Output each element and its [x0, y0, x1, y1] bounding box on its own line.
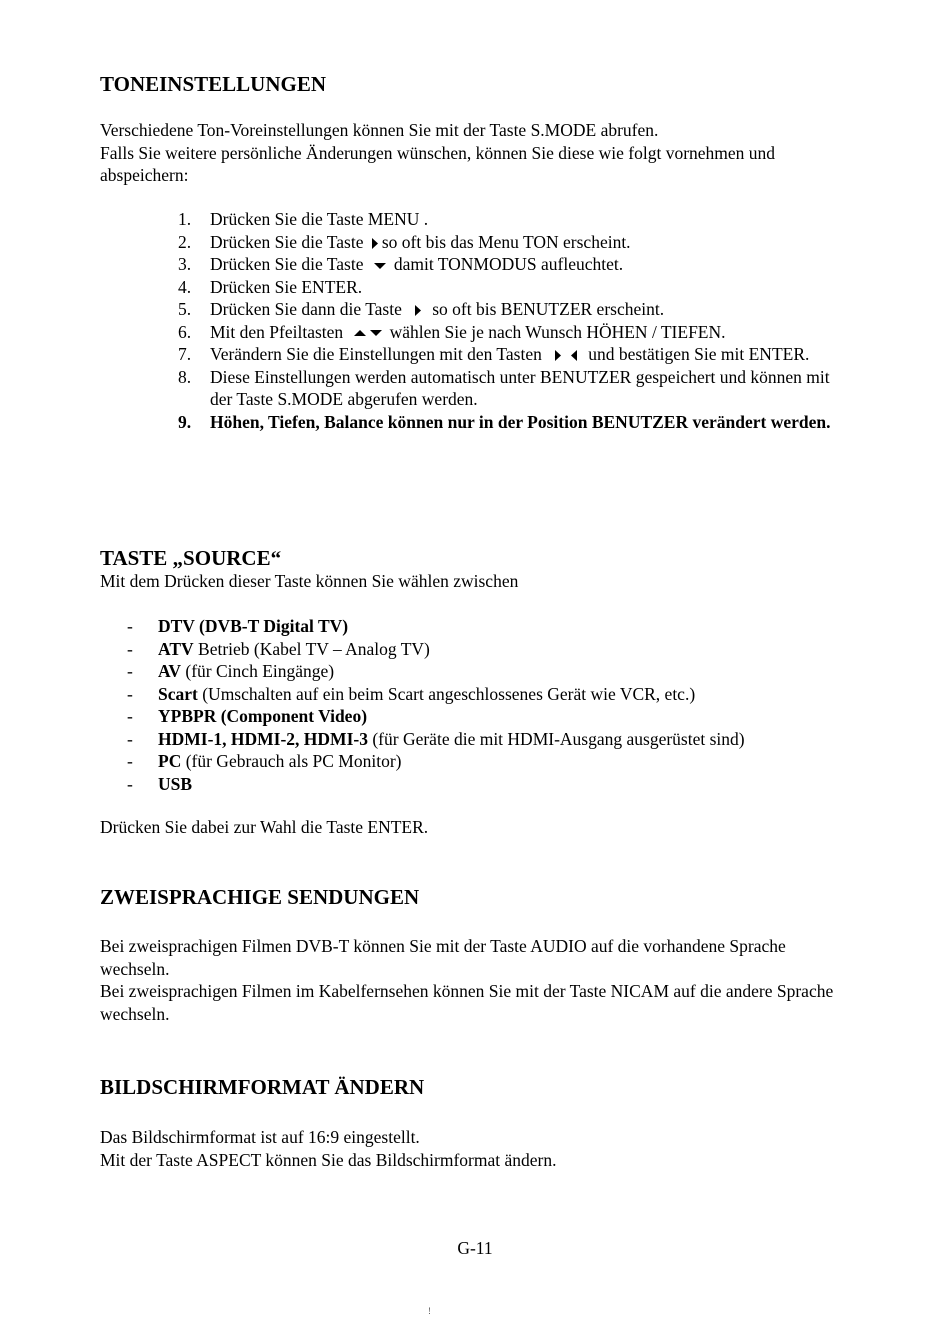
format-text [100, 1126, 840, 1171]
heading-taste-source: TASTE „SOURCE“ [100, 546, 282, 570]
list-item: 8. Diese Einstellungen werden automatisch unter BENUTZER gespeichert und können mit der Taste S.MODE abgerufen werden. [178, 366, 830, 409]
bilingual-paragraph-1: Bei zweisprachigen Filmen DVB-T können Sie mit der Taste AUDIO auf die vorhandene Sprache wechseln. [100, 936, 786, 979]
triangle-right-icon [414, 305, 422, 316]
list-item: 9. Höhen, Tiefen, Balance können nur in der Position BENUTZER verändert werden. [178, 411, 831, 432]
list-item: 6. Mit den Pfeiltasten wählen Sie je nach Wunsch HÖHEN / TIEFEN. [178, 321, 726, 342]
list-item: - AV (für Cinch Eingänge) [127, 661, 335, 681]
list-item: 3. Drücken Sie die Taste damit TONMODUS aufleuchtet. [178, 254, 624, 274]
triangle-down-icon [374, 262, 386, 270]
list-item: - HDMI-1, HDMI-2, HDMI-3 (für Geräte die mit HDMI-Ausgang ausgerüstet sind) [127, 728, 745, 749]
heading-zweisprachige-sendungen: ZWEISPRACHIGE SENDUNGEN [100, 885, 420, 909]
triangle-down-icon [370, 329, 382, 337]
format-line-1: Das Bildschirmformat ist auf 16:9 eingestellt. [100, 1127, 420, 1147]
list-item: - PC (für Gebrauch als PC Monitor) [127, 751, 402, 771]
source-outro: Drücken Sie dabei zur Wahl die Taste ENTER. [100, 817, 429, 837]
list-item: - Scart (Umschalten auf ein beim Scart angeschlossenes Gerät wie VCR, etc.) [127, 683, 696, 704]
format-line-2: Mit der Taste ASPECT können Sie das Bildschirmformat ändern. [100, 1149, 557, 1170]
ton-intro-line-1: Verschiedene Ton-Voreinstellungen können Sie mit der Taste S.MODE abrufen. [100, 120, 659, 140]
list-item: 4. Drücken Sie ENTER. [178, 276, 363, 297]
triangle-right-icon [554, 350, 562, 361]
scan-mark: ! [428, 1306, 431, 1316]
list-item: 7. Verändern Sie die Einstellungen mit den Tasten und bestätigen Sie mit ENTER. [178, 344, 810, 364]
page-number: G-11 [457, 1238, 493, 1258]
source-intro: Mit dem Drücken dieser Taste können Sie wählen zwischen [100, 571, 519, 591]
list-item: - DTV (DVB-T Digital TV) [127, 616, 349, 636]
ton-steps-list [178, 208, 843, 433]
list-item: - USB [127, 773, 193, 794]
triangle-left-icon [570, 350, 578, 361]
list-item: 5. Drücken Sie dann die Taste so oft bis BENUTZER erscheint. [178, 299, 665, 319]
list-item: 1. Drücken Sie die Taste MENU . [178, 209, 429, 229]
ton-intro-line-2: Falls Sie weitere persönliche Änderungen wünschen, können Sie diese wie folgt vornehmen und abspeichern: [100, 142, 776, 185]
bilingual-paragraph-2: Bei zweisprachigen Filmen im Kabelfernsehen können Sie mit der Taste NICAM auf die andere Sprache wechseln. [100, 981, 834, 1024]
triangle-up-icon [354, 329, 366, 337]
source-list [100, 615, 880, 795]
heading-toneinstellungen: TONEINSTELLUNGEN [100, 72, 327, 96]
list-item: 2. Drücken Sie die Taste so oft bis das Menu TON erscheint. [178, 231, 631, 252]
ton-intro [100, 119, 840, 187]
bilingual-text [100, 935, 840, 1025]
list-item: - ATV Betrieb (Kabel TV – Analog TV) [127, 638, 430, 659]
heading-bildschirmformat: BILDSCHIRMFORMAT ÄNDERN [100, 1075, 425, 1099]
list-item: - YPBPR (Component Video) [127, 706, 368, 726]
triangle-right-icon [371, 238, 379, 249]
